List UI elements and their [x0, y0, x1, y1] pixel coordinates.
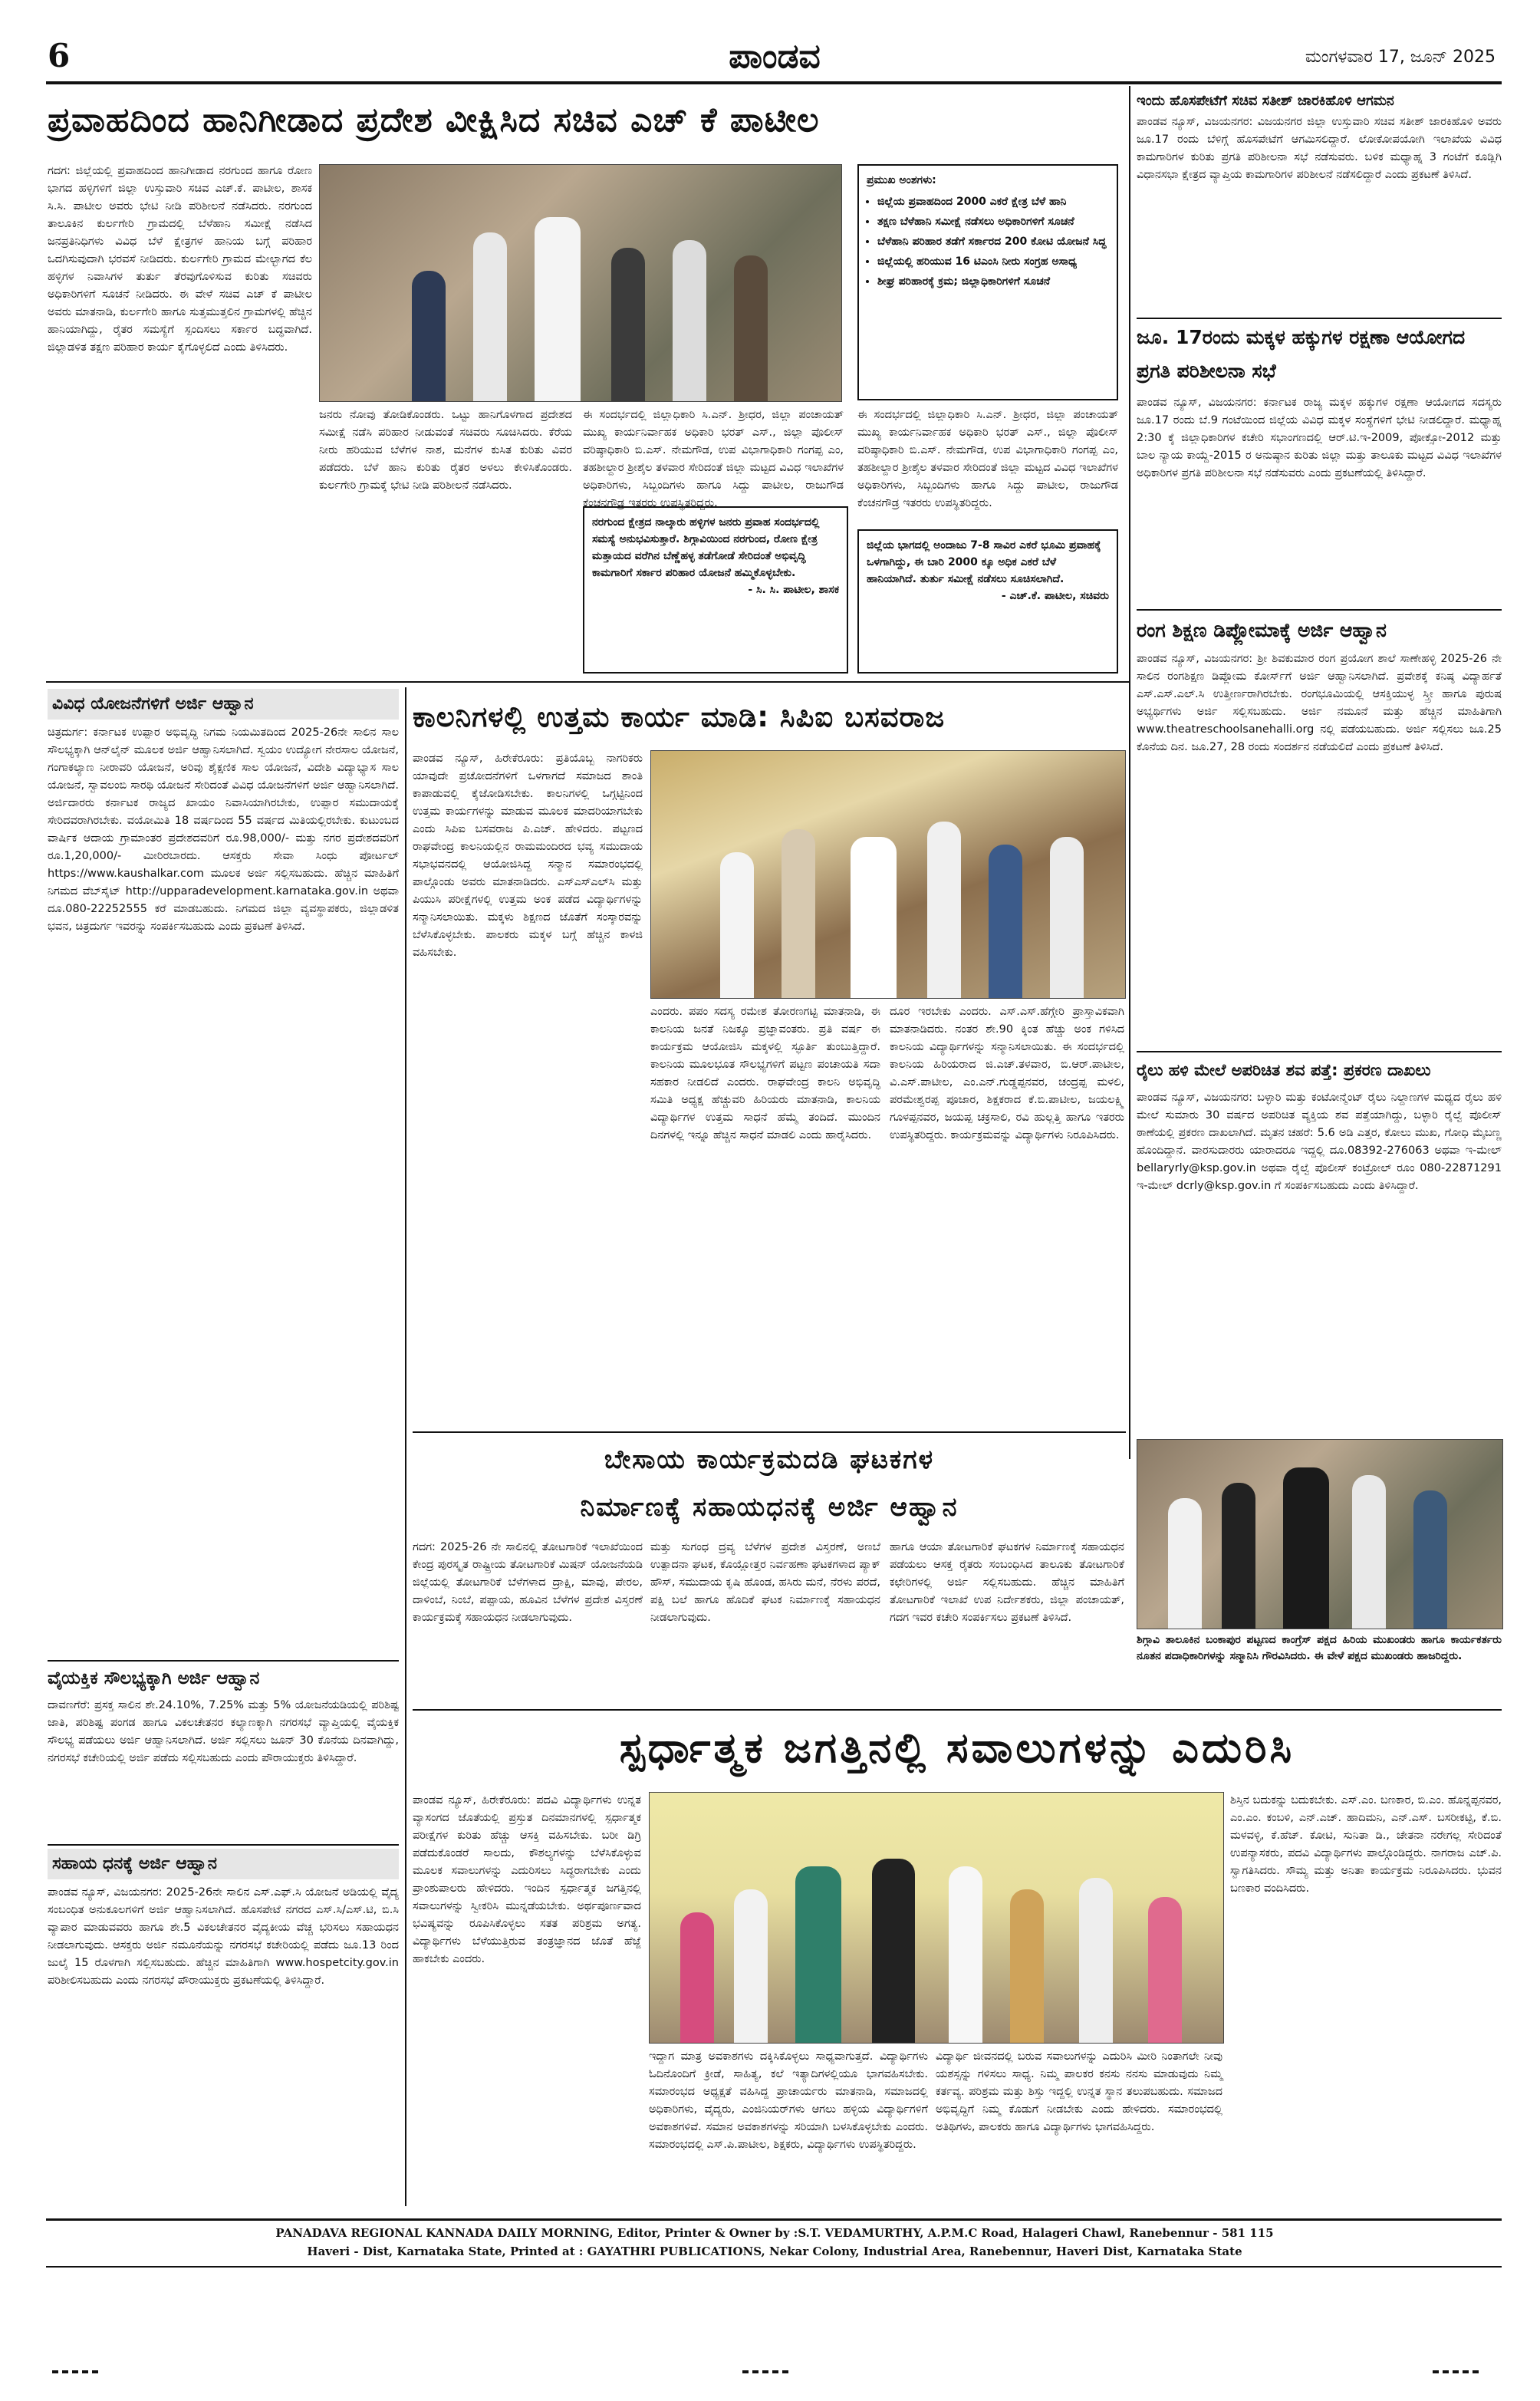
footer-rule: [46, 2266, 1502, 2268]
quote-box-mla: [583, 506, 848, 674]
quote-author: - ಎಚ್.ಕೆ. ಪಾಟೀಲ, ಸಚಿವರು: [1001, 590, 1109, 602]
right-photo: [1137, 1439, 1503, 1629]
satish-headline: ಇಂದು ಹೊಸಪೇಟೆಗೆ ಸಚಿವ ಸತೀಶ್ ಜಾರಕಿಹೊಳಿ ಆಗಮನ: [1137, 93, 1394, 109]
police-col-1: ಪಾಂಡವ ನ್ಯೂಸ್, ಹಿರೇಕೆರೂರು: ಪ್ರತಿಯೊಬ್ಬ ನಾಗರಿಕರು ಯಾವುದೇ ಪ್ರಚೋದನೆಗಳಿಗೆ ಒಳಗಾಗದೆ ಸಮಾಜದ ಶಾಂತಿ ಕಾಪಾಡುವಲ್ಲಿ ಕೈಜೋಡಿಸಬೇಕು. ಕಾಲನಿಗಳಲ್ಲಿ ಒಗ್ಗಟ್ಟಿನಿಂದ ಉತ್ತಮ ಕಾರ್ಯಗಳನ್ನು ಮಾಡುವ ಮೂಲಕ ಮಾದರಿಯಾಗಬೇಕು ಎಂದು ಸಿಪಿಐ ಬಸವರಾಜ ಪಿ.ಎಚ್. ಹೇಳಿದರು. ಪಟ್ಟಣದ ರಾಘವೇಂದ್ರ ಕಾಲನಿಯಲ್ಲಿನ ರಾಮಮಂದಿರದ ಭವ್ಯ ಸಮುದಾಯ ಸಭಾಭವನದಲ್ಲಿ ಆಯೋಜಿಸಿದ್ದ ಸನ್ಮಾನ ಸಮಾರಂಭದಲ್ಲಿ ಪಾಲ್ಗೊಂಡು ಅವರು ಮಾತನಾಡಿದರು. ಎಸ್ಎಸ್ಎಲ್‌ಸಿ ಮತ್ತು ಪಿಯುಸಿ ಪರೀಕ್ಷೆಗಳಲ್ಲಿ ಉತ್ತಮ ಅಂಕ ಪಡೆದ ವಿದ್ಯಾರ್ಥಿಗಳನ್ನು ಸನ್ಮಾನಿಸಲಾಯಿತು. ಮಕ್ಕಳು ಶಿಕ್ಷಣದ ಜೊತೆಗೆ ಸಂಸ್ಕಾರವನ್ನು ಬೆಳೆಸಿಕೊಳ್ಳಬೇಕು. ಪಾಲಕರು ಮಕ್ಕಳ ಬಗ್ಗೆ ಹೆಚ್ಚಿನ ಕಾಳಜಿ ವಹಿಸಬೇಕು.: [413, 753, 643, 959]
police-col-2: ಎಂದರು. ಪಪಂ ಸದಸ್ಯ ರಮೇಶ ತೋರಣಗಟ್ಟಿ ಮಾತನಾಡಿ, ಈ ಕಾಲನಿಯ ಜನತೆ ನಿಜಕ್ಕೂ ಪ್ರಜ್ಞಾವಂತರು. ಪ್ರತಿ ವರ್ಷ ಈ ಕಾರ್ಯಕ್ರಮ ಆಯೋಜಿಸಿ ಮಕ್ಕಳಲ್ಲಿ ಸ್ಫೂರ್ತಿ ತುಂಬುತ್ತಿದ್ದಾರೆ. ಕಾಲನಿಯ ಮೂಲಭೂತ ಸೌಲಭ್ಯಗಳಿಗೆ ಪಟ್ಟಣ ಪಂಚಾಯತಿ ಸದಾ ಸಹಕಾರ ನೀಡಲಿದೆ ಎಂದರು. ರಾಘವೇಂದ್ರ ಕಾಲನಿ ಅಭಿವೃದ್ಧಿ ಸಮಿತಿ ಅಧ್ಯಕ್ಷ ಹೆಚ್ಚುವರಿ ಹಿರಿಯರು ಮಾತನಾಡಿ, ಕಾಲನಿಯ ವಿದ್ಯಾರ್ಥಿಗಳ ಉತ್ತಮ ಸಾಧನೆ ಹೆಮ್ಮೆ ತಂದಿದೆ. ಮುಂದಿನ ದಿನಗಳಲ್ಲಿ ಇನ್ನೂ ಹೆಚ್ಚಿನ ಸಾಧನೆ ಮಾಡಲಿ ಎಂದು ಹಾರೈಸಿದರು.: [650, 1006, 880, 1141]
horticulture-col-3: ಹಾಗೂ ಆಯಾ ತೋಟಗಾರಿಕೆ ಘಟಕಗಳ ನಿರ್ಮಾಣಕ್ಕೆ ಸಹಾಯಧನ ಪಡೆಯಲು ಆಸಕ್ತ ರೈತರು ಸಂಬಂಧಿಸಿದ ತಾಲೂಕು ತೋಟಗಾರಿಕೆ ಕಛೇರಿಗಳಲ್ಲಿ ಅರ್ಜಿ ಸಲ್ಲಿಸಬಹುದು. ಹೆಚ್ಚಿನ ಮಾಹಿತಿಗೆ ತೋಟಗಾರಿಕೆ ಇಲಾಖೆ ಉಪ ನಿರ್ದೇಶಕರು, ಜಿಲ್ಲಾ ಪಂಚಾಯತ್, ಗದಗ ಇವರ ಕಚೇರಿ ಸಂಪರ್ಕಿಸಲು ಪ್ರಕಟಣೆ ತಿಳಿಸಿದೆ.: [890, 1541, 1124, 1624]
divider: [405, 687, 406, 2206]
lead-col-4: ಈ ಸಂದರ್ಭದಲ್ಲಿ ಜಿಲ್ಲಾಧಿಕಾರಿ ಸಿ.ಎನ್. ಶ್ರೀಧರ, ಜಿಲ್ಲಾ ಪಂಚಾಯತ್ ಮುಖ್ಯ ಕಾರ್ಯನಿರ್ವಾಹಕ ಅಧಿಕಾರಿ ಭರತ್ ಎಸ್., ಜಿಲ್ಲಾ ಪೊಲೀಸ್ ವರಿಷ್ಠಾಧಿಕಾರಿ ಬಿ.ಎಸ್. ನೇಮಗೌಡ, ಉಪ ವಿಭಾಗಾಧಿಕಾರಿ ಗಂಗಪ್ಪ ಎಂ, ತಹಶೀಲ್ದಾರ ಶ್ರೀಶೈಲ ತಳವಾರ ಸೇರಿದಂತೆ ಜಿಲ್ಲಾ ಮಟ್ಟದ ವಿವಿಧ ಇಲಾಖೆಗಳ ಅಧಿಕಾರಿಗಳು, ಸಿಬ್ಬಂದಿಗಳು ಹಾಗೂ ಸಿದ್ದು ಪಾಟೀಲ, ರಾಜುಗೌಡ ಕೆಂಚನಗೌಡ್ರ ಇತರರು ಉಪಸ್ಥಿತರಿದ್ದರು.: [857, 409, 1118, 509]
highlights-title: ಪ್ರಮುಖ ಅಂಶಗಳು:: [867, 174, 936, 186]
help-body: ಪಾಂಡವ ನ್ಯೂಸ್, ವಿಜಯನಗರ: 2025-26ನೇ ಸಾಲಿನ ಎಸ್.ಎಫ್.ಸಿ ಯೋಜನೆ ಅಡಿಯಲ್ಲಿ ವೈದ್ಯ ಸಂಬಂಧಿತ ಅನುಕೂಲಗಳಿಗೆ ಅರ್ಜಿ ಆಹ್ವಾನಿಸಲಾಗಿದೆ. ಹೊಸಪೇಟೆ ನಗರದ ಎಸ್.ಸಿ/ಎಸ್.ಟಿ, ಬಿ.ಸಿ ವ್ಯಾಪಾರ ಮಾಡುವವರು ಹಾಗೂ ಶೇ.5 ವಿಕಲಚೇತನರ ವೈದ್ಯಕೀಯ ವೆಚ್ಚ ಭರಿಸಲು ಸಹಾಯಧನ ನೀಡಲಾಗುವುದು. ಆಸಕ್ತರು ಅರ್ಜಿ ನಮೂನೆಯನ್ನು ನಗರಸಭೆ ಕಚೇರಿಯಲ್ಲಿ ಪಡೆದು ಜೂ.13 ರಿಂದ ಜುಲೈ 15 ರೊಳಗಾಗಿ ಸಲ್ಲಿಸಬಹುದು. ಹೆಚ್ಚಿನ ಮಾಹಿತಿಗಾಗಿ www.hospetcity.gov.in ಪರಿಶೀಲಿಸಬಹುದು ಎಂದು ನಗರಸಭೆ ಪೌರಾಯುಕ್ತರು ಪ್ರಕಟಣೆಯಲ್ಲಿ ತಿಳಿಸಿದ್ದಾರೆ.: [48, 1886, 399, 1987]
compete-photo: [649, 1792, 1224, 2044]
quote-author: - ಸಿ. ಸಿ. ಪಾಟೀಲ, ಶಾಸಕ: [748, 584, 839, 596]
divider: [1137, 318, 1502, 319]
lead-col-2: ಜನರು ನೋವು ತೋಡಿಕೊಂಡರು. ಒಟ್ಟು ಹಾನಿಗೊಳಗಾದ ಪ್ರದೇಶದ ಸಮೀಕ್ಷೆ ನಡೆಸಿ ಪರಿಹಾರ ನೀಡುವಂತೆ ಸಚಿವರು ಸೂಚಿಸಿದರು. ಕೆರೆಯ ನೀರು ಹರಿಯುವ ಬೆಳೆಗಳ ನಾಶ, ಮನೆಗಳ ಕುಸಿತ ಕುರಿತು ವಿವರ ಪಡೆದರು. ಬೆಳೆ ಹಾನಿ ಕುರಿತು ರೈತರ ಅಳಲು ಕೇಳಿಸಿಕೊಂಡರು. ಕುರ್ಲಗೇರಿ ಗ್ರಾಮಕ್ಕೆ ಭೇಟಿ ನೀಡಿ ಪರಿಶೀಲನೆ ನಡೆಸಿದರು.: [319, 409, 572, 492]
lead-headline: ಪ್ರವಾಹದಿಂದ ಹಾನಿಗೀಡಾದ ಪ್ರದೇಶ ವೀಕ್ಷಿಸಿದ ಸಚಿವ ಎಚ್ ಕೆ ಪಾಟೀಲ: [48, 100, 820, 140]
police-col-3: ದೂರ ಇರಬೇಕು ಎಂದರು. ಎಸ್.ಎಸ್.ಹೆಗ್ಗೇರಿ ಪ್ರಾಸ್ತಾವಿಕವಾಗಿ ಮಾತನಾಡಿದರು. ನಂತರ ಶೇ.90 ಕ್ಕಿಂತ ಹೆಚ್ಚು ಅಂಕ ಗಳಿಸಿದ ಕಾಲನಿಯ ವಿದ್ಯಾರ್ಥಿಗಳನ್ನು ಸನ್ಮಾನಿಸಲಾಯಿತು. ಈ ಸಂದರ್ಭದಲ್ಲಿ ಕಾಲನಿಯ ಹಿರಿಯರಾದ ಜಿ.ಎಚ್.ತಳವಾರ, ಬಿ.ಆರ್.ಪಾಟೀಲ, ವಿ.ಎಸ್.ಪಾಟೀಲ, ಎಂ.ಎನ್.ಗುಡ್ಡಪ್ಪನವರ, ಚಂದ್ರಪ್ಪ ಮಳಲಿ, ಪರಮೇಶ್ವರಪ್ಪ ಪೂಜಾರ, ಶಿಕ್ಷಕರಾದ ಕೆ.ಬಿ.ಪಾಟೀಲ, ಜಯಲಕ್ಷ್ಮಿ ಗೂಳಪ್ಪನವರ, ಜಯಪ್ಪ ಚಕ್ರಸಾಲಿ, ರವಿ ಹುಲ್ಲತ್ತಿ ಹಾಗೂ ಇತರರು ಉಪಸ್ಥಿತರಿದ್ದರು. ಕಾರ್ಯಕ್ರಮವನ್ನು ವಿದ್ಯಾರ್ಥಿಗಳು ನಿರೂಪಿಸಿದರು.: [890, 1006, 1124, 1141]
police-headline: ಕಾಲನಿಗಳಲ್ಲಿ ಉತ್ತಮ ಕಾರ್ಯ ಮಾಡಿ: ಸಿಪಿಐ ಬಸವರಾಜ: [413, 700, 946, 733]
horticulture-col-1: ಗದಗ: 2025-26 ನೇ ಸಾಲಿನಲ್ಲಿ ತೋಟಗಾರಿಕೆ ಇಲಾಖೆಯಿಂದ ಕೇಂದ್ರ ಪುರಸ್ಕೃತ ರಾಷ್ಟ್ರೀಯ ತೋಟಗಾರಿಕೆ ಮಿಷನ್ ಯೋಜನೆಯಡಿ ಜಿಲ್ಲೆಯಲ್ಲಿ ತೋಟಗಾರಿಕೆ ಬೆಳೆಗಳಾದ ದ್ರಾಕ್ಷಿ, ಮಾವು, ಪೇರಲ, ದಾಳಿಂಬೆ, ನಿಂಬೆ, ಪಪ್ಪಾಯ, ಹೂವಿನ ಬೆಳೆಗಳ ಪ್ರದೇಶ ವಿಸ್ತರಣೆ ಕಾರ್ಯಕ್ರಮಕ್ಕೆ ಸಹಾಯಧನ ನೀಡಲಾಗುವುದು.: [413, 1541, 643, 1624]
compete-col-4: ಶಿಸ್ತಿನ ಬದುಕನ್ನು ಬದುಕಬೇಕು. ಎಸ್.ಎಂ. ಬಣಕಾರ, ಬಿ.ಎಂ. ಹೊನ್ನಪ್ಪನವರ, ಎಂ.ಎಂ. ಕಂಬಳಿ, ಎನ್.ಎಚ್. ಹಾದಿಮನಿ, ಎನ್.ಎಸ್. ಬಸರೀಕಟ್ಟಿ, ಕೆ.ಬಿ. ಮಳವಳ್ಳಿ, ಕೆ.ಹೆಚ್. ಕೋಟಿ, ಸುನಿತಾ ಡಿ., ಚೇತನಾ ನರೇಗಲ್ಲ ಸೇರಿದಂತೆ ಉಪನ್ಯಾಸಕರು, ಪದವಿ ವಿದ್ಯಾರ್ಥಿಗಳು ಪಾಲ್ಗೊಂಡಿದ್ದರು. ನಾಗರಾಜ ಎಚ್.ಪಿ. ಸ್ವಾಗತಿಸಿದರು. ಸೌಮ್ಯ ಮತ್ತು ಅನಿತಾ ಕಾರ್ಯಕ್ರಮ ನಿರೂಪಿಸಿದರು. ಭುವನ ಬಣಕಾರ ವಂದಿಸಿದರು.: [1230, 1794, 1502, 1895]
right-photo-caption: ಶಿಗ್ಗಾವಿ ತಾಲೂಕಿನ ಬಂಕಾಪುರ ಪಟ್ಟಣದ ಕಾಂಗ್ರೆಸ್ ಪಕ್ಷದ ಹಿರಿಯ ಮುಖಂಡರು ಹಾಗೂ ಕಾರ್ಯಕರ್ತರು ನೂತನ ಪದಾಧಿಕಾರಿಗಳನ್ನು ಸನ್ಮಾನಿಸಿ ಗೌರವಿಸಿದರು. ಈ ವೇಳೆ ಪಕ್ಷದ ಮುಖಂಡರು ಹಾಜರಿದ್ದರು.: [1137, 1634, 1502, 1662]
divider: [48, 1660, 399, 1662]
highlight-item: • ಬೆಳೆಹಾನಿ ಪರಿಹಾರ ತಡೆಗೆ ಸರ್ಕಾರದ 200 ಕೋಟಿ ಯೋಜನೆ ಸಿದ್ಧ: [877, 233, 1109, 250]
highlight-item: • ಜಿಲ್ಲೆಯ ಪ್ರವಾಹದಿಂದ 2000 ಎಕರೆ ಕ್ಷೇತ್ರ ಬೆಳೆ ಹಾನಿ: [877, 193, 1109, 210]
horticulture-col-2: ಮತ್ತು ಸುಗಂಧ ದ್ರವ್ಯ ಬೆಳೆಗಳ ಪ್ರದೇಶ ವಿಸ್ತರಣೆ, ಅಣಬೆ ಉತ್ಪಾದನಾ ಘಟಕ, ಕೊಯ್ಲೋತ್ತರ ನಿರ್ವಹಣಾ ಘಟಕಗಳಾದ ಪ್ಯಾಕ್ ಹೌಸ್, ಸಮುದಾಯ ಕೃಷಿ ಹೊಂಡ, ಹಸಿರು ಮನೆ, ನೆರಳು ಪರದೆ, ಪಕ್ಷಿ ಬಲೆ ಹಾಗೂ ಹೊದಿಕೆ ಘಟಕ ನಿರ್ಮಾಣಕ್ಕೆ ಸಹಾಯಧನ ನೀಡಲಾಗುವುದು.: [650, 1541, 880, 1624]
police-photo: [650, 750, 1126, 999]
medical-headline: ವೈಯಕ್ತಿಕ ಸೌಲಭ್ಯಕ್ಕಾಗಿ ಅರ್ಜಿ ಆಹ್ವಾನ: [48, 1668, 260, 1688]
horticulture-headline-2: ನಿರ್ಮಾಣಕ್ಕೆ ಸಹಾಯಧನಕ್ಕೆ ಅರ್ಜಿ ಆಹ್ವಾನ: [580, 1492, 959, 1523]
highlight-item: • ಜಿಲ್ಲೆಯಲ್ಲಿ ಹರಿಯುವ 16 ಟಿಎಂಸಿ ನೀರು ಸಂಗ್ರಹ ಅಸಾಧ್ಯ: [877, 253, 1109, 270]
highlight-item: • ತಕ್ಷಣ ಬೆಳೆಹಾನಿ ಸಮೀಕ್ಷೆ ನಡೆಸಲು ಅಧಿಕಾರಿಗಳಿಗೆ ಸೂಚನೆ: [877, 213, 1109, 230]
lead-col-1: ಗದಗ: ಜಿಲ್ಲೆಯಲ್ಲಿ ಪ್ರವಾಹದಿಂದ ಹಾನಿಗೀಡಾದ ನರಗುಂದ ಹಾಗೂ ರೋಣ ಭಾಗದ ಹಳ್ಳಿಗಳಿಗೆ ಜಿಲ್ಲಾ ಉಸ್ತುವಾರಿ ಸಚಿವ ಎಚ್.ಕೆ. ಪಾಟೀಲ, ಶಾಸಕ ಸಿ.ಸಿ. ಪಾಟೀಲ ಅವರು ಭೇಟಿ ನೀಡಿ ಪರಿಶೀಲನೆ ನಡೆಸಿದರು. ನರಗುಂದ ತಾಲೂಕಿನ ಕುರ್ಲಗೇರಿ ಗ್ರಾಮದಲ್ಲಿ ಬೆಳೆಹಾನಿ ಸಮೀಕ್ಷೆ ನಡೆಸಿದ ಜನಪ್ರತಿನಿಧಿಗಳು ವಿವಿಧ ಬೆಳೆ ಕ್ಷೇತ್ರಗಳ ಹಾನಿಯ ಬಗ್ಗೆ ಪರಿಹಾರ ಒದಗಿಸುವುದಾಗಿ ಭರವಸೆ ನೀಡಿದರು. ಕುರ್ಲಗೇರಿ ಗ್ರಾಮದ ಮೇಲ್ಭಾಗದ ಕೆಲ ಹಳ್ಳಿಗಳ ನಿವಾಸಿಗಳ ತುರ್ತು ತೆರವುಗೊಳಿಸುವ ಕುರಿತು ಸಚಿವರು ಅಧಿಕಾರಿಗಳಿಗೆ ಸೂಚನೆ ನೀಡಿದರು. ಈ ವೇಳೆ ಸಚಿವ ಎಚ್ ಕೆ ಪಾಟೀಲ ಅವರು ಮಾತನಾಡಿ, ಕುರ್ಲಗೇರಿ ಹಾಗೂ ಸುತ್ತಮುತ್ತಲಿನ ಗ್ರಾಮಗಳಲ್ಲಿ ಹೆಚ್ಚಿನ ಹಾನಿಯಾಗಿದ್ದು, ರೈತರ ಸಮಸ್ಯೆಗೆ ಸ್ಪಂದಿಸಲು ಸರ್ಕಾರ ಬದ್ಧವಾಗಿದೆ. ಜಿಲ್ಲಾಡಳಿತ ತಕ್ಷಣ ಪರಿಹಾರ ಕಾರ್ಯ ಕೈಗೊಳ್ಳಲಿದೆ ಎಂದು ತಿಳಿಸಿದರು.: [48, 165, 312, 354]
theatre-headline: ರಂಗ ಶಿಕ್ಷಣ ಡಿಪ್ಲೋಮಾಕ್ಕೆ ಅರ್ಜಿ ಆಹ್ವಾನ: [1137, 619, 1387, 641]
divider: [46, 681, 1129, 683]
divider: [48, 1844, 399, 1846]
registration-mark: [742, 2370, 788, 2373]
satish-body: ಪಾಂಡವ ನ್ಯೂಸ್, ವಿಜಯನಗರ: ವಿಜಯನಗರ ಜಿಲ್ಲಾ ಉಸ್ತುವಾರಿ ಸಚಿವ ಸತೀಶ್ ಜಾರಕಿಹೊಳಿ ಅವರು ಜೂ.17 ರಂದು ಬೆಳಿಗ್ಗೆ ಹೊಸಪೇಟೆಗೆ ಆಗಮಿಸಲಿದ್ದಾರೆ. ಲೋಕೋಪಯೋಗಿ ಇಲಾಖೆಯ ವಿವಿಧ ಕಾಮಗಾರಿಗಳ ಕುರಿತು ಪ್ರಗತಿ ಪರಿಶೀಲನಾ ಸಭೆ ನಡೆಸುವರು. ಬಳಿಕ ಮಧ್ಯಾಹ್ನ 3 ಗಂಟೆಗೆ ಕೂಡ್ಲಿಗಿ ವಿಧಾನಸಭಾ ಕ್ಷೇತ್ರದ ವ್ಯಾಪ್ತಿಯ ಕಾಮಗಾರಿಗಳ ಪರಿಶೀಲನೆ ನಡೆಸಲಿದ್ದಾರೆ ಎಂದು ಪ್ರಕಟಣೆ ತಿಳಿಸಿದೆ.: [1137, 116, 1502, 181]
divider: [1137, 609, 1502, 611]
divider: [413, 1431, 1126, 1433]
footer-line-2: Haveri - Dist, Karnataka State, Printed at : GAYATHRI PUBLICATIONS, Nekar Colony, Industrial Area, Ranebennur, Haveri Dist, Karnataka State: [307, 2245, 1242, 2258]
quote-box-minister: [857, 529, 1118, 674]
footer-rule: [46, 2218, 1502, 2221]
compete-headline: ಸ್ಪರ್ಧಾತ್ಮಕ ಜಗತ್ತಿನಲ್ಲಿ ಸವಾಲುಗಳನ್ನು ಎದುರಿಸಿ: [619, 1724, 1295, 1772]
medical-body: ದಾವಣಗೆರೆ: ಪ್ರಸಕ್ತ ಸಾಲಿನ ಶೇ.24.10%, 7.25% ಮತ್ತು 5% ಯೋಜನೆಯಡಿಯಲ್ಲಿ ಪರಿಶಿಷ್ಟ ಜಾತಿ, ಪರಿಶಿಷ್ಟ ಪಂಗಡ ಹಾಗೂ ವಿಕಲಚೇತನರ ಕಲ್ಯಾಣಕ್ಕಾಗಿ ನಗರಸಭೆ ವ್ಯಾಪ್ತಿಯಲ್ಲಿ ವೈಯಕ್ತಿಕ ಸೌಲಭ್ಯ ಪಡೆಯಲು ಅರ್ಜಿ ಆಹ್ವಾನಿಸಲಾಗಿದೆ. ಅರ್ಜಿ ಸಲ್ಲಿಸಲು ಜೂನ್ 30 ಕೊನೆಯ ದಿನವಾಗಿದ್ದು, ನಗರಸಭೆ ಕಚೇರಿಯಲ್ಲಿ ಅರ್ಜಿ ಪಡೆದು ಸಲ್ಲಿಸಬಹುದು ಎಂದು ಪೌರಾಯುಕ್ತರು ತಿಳಿಸಿದ್ದಾರೆ.: [48, 1699, 399, 1764]
lead-photo: [319, 164, 842, 402]
children-body: ಪಾಂಡವ ನ್ಯೂಸ್, ವಿಜಯನಗರ: ಕರ್ನಾಟಕ ರಾಜ್ಯ ಮಕ್ಕಳ ಹಕ್ಕುಗಳ ರಕ್ಷಣಾ ಆಯೋಗದ ಸದಸ್ಯರು ಜೂ.17 ರಂದು ಬೆ.9 ಗಂಟೆಯಿಂದ ಜಿಲ್ಲೆಯ ವಿವಿಧ ಮಕ್ಕಳ ಸಂಸ್ಥೆಗಳಿಗೆ ಭೇಟಿ ನೀಡಲಿದ್ದಾರೆ. ಮಧ್ಯಾಹ್ನ 2:30 ಕ್ಕೆ ಜಿಲ್ಲಾಧಿಕಾರಿಗಳ ಕಚೇರಿ ಸಭಾಂಗಣದಲ್ಲಿ ಆರ್.ಟಿ.ಇ-2009, ಪೋಕ್ಸೋ-2012 ಮತ್ತು ಬಾಲ ನ್ಯಾಯ ಕಾಯ್ದೆ-2015 ರ ಅನುಷ್ಠಾನ ಕುರಿತು ಜಿಲ್ಲಾ ಮತ್ತು ತಾಲೂಕು ಮಟ್ಟದ ವಿವಿಧ ಇಲಾಖೆಗಳ ಅಧಿಕಾರಿಗಳ ಪ್ರಗತಿ ಪರಿಶೀಲನಾ ಸಭೆ ನಡೆಸುವರು ಎಂದು ಪ್ರಕಟಣೆಯಲ್ಲಿ ತಿಳಿಸಿದ್ದಾರೆ.: [1137, 397, 1502, 479]
quote-text: ನರಗುಂದ ಕ್ಷೇತ್ರದ ನಾಲ್ಕಾರು ಹಳ್ಳಿಗಳ ಜನರು ಪ್ರವಾಹ ಸಂದರ್ಭದಲ್ಲಿ ಸಮಸ್ಯೆ ಅನುಭವಿಸುತ್ತಾರೆ. ಶಿಗ್ಗಾವಿಯಿಂದ ನರಗುಂದ, ರೋಣ ಕ್ಷೇತ್ರ ಮತ್ತಾಯದ ವರೆಗಿನ ಬೆಣ್ಣೆಹಳ್ಳ ತಡೆಗೋಡೆ ಸೇರಿದಂತೆ ಅಭಿವೃದ್ಧಿ ಕಾಮಗಾರಿಗೆ ಸರ್ಕಾರ ಪರಿಹಾರ ಯೋಜನೆ ಹಮ್ಮಿಕೊಳ್ಳಬೇಕು.: [592, 516, 820, 579]
issue-date: ಮಂಗಳವಾರ 17, ಜೂನ್ 2025: [1305, 48, 1496, 67]
page-number: 6: [48, 37, 71, 74]
quote-text: ಜಿಲ್ಲೆಯ ಭಾಗದಲ್ಲಿ ಅಂದಾಜು 7-8 ಸಾವಿರ ಎಕರೆ ಭೂಮಿ ಪ್ರವಾಹಕ್ಕೆ ಒಳಗಾಗಿದ್ದು, ಈ ಬಾರಿ 2000 ಕ್ಕೂ ಅಧಿಕ ಎಕರೆ ಬೆಳೆ ಹಾನಿಯಾಗಿದೆ. ತುರ್ತು ಸಮೀಕ್ಷೆ ನಡೆಸಲು ಸೂಚಿಸಲಾಗಿದೆ.: [867, 539, 1101, 585]
horticulture-headline-1: ಬೇಸಾಯ ಕಾರ್ಯಕ್ರಮದಡಿ ಘಟಕಗಳ: [604, 1444, 935, 1475]
highlight-item: • ಶೀಘ್ರ ಪರಿಹಾರಕ್ಕೆ ಕ್ರಮ; ಜಿಲ್ಲಾಧಿಕಾರಿಗಳಿಗೆ ಸೂಚನೆ: [877, 273, 1109, 290]
footer-line-1: PANADAVA REGIONAL KANNADA DAILY MORNING, Editor, Printer & Owner by :S.T. VEDAMURTHY, A.P.M.C Road, Halageri Chawl, Ranebennur - 581 115: [275, 2226, 1274, 2240]
divider: [413, 1709, 1502, 1711]
rail-headline: ರೈಲು ಹಳಿ ಮೇಲೆ ಅಪರಿಚಿತ ಶವ ಪತ್ತೆ: ಪ್ರಕರಣ ದಾಖಲು: [1137, 1061, 1431, 1079]
schemes-headline: ವಿವಿಧ ಯೋಜನೆಗಳಿಗೆ ಅರ್ಜಿ ಆಹ್ವಾನ: [48, 689, 399, 720]
paper-name: ಪಾಂಡವ: [729, 37, 821, 76]
compete-col-3: ವಿದ್ಯಾರ್ಥಿ ಜೀವನದಲ್ಲಿ ಬರುವ ಸವಾಲುಗಳನ್ನು ಎದುರಿಸಿ ಮೀರಿ ನಿಂತಾಗಲೇ ನೀವು ಯಶಸ್ಸನ್ನು ಗಳಿಸಲು ಸಾಧ್ಯ. ನಿಮ್ಮ ಪಾಲಕರ ಕನಸು ನನಸು ಮಾಡುವುದು ನಿಮ್ಮ ಕರ್ತವ್ಯ. ಪರಿಶ್ರಮ ಮತ್ತು ಶಿಸ್ತು ಇದ್ದಲ್ಲಿ ಉನ್ನತ ಸ್ಥಾನ ತಲುಪಬಹುದು. ಸಮಾಜದ ಅಭಿವೃದ್ಧಿಗೆ ನಿಮ್ಮ ಕೊಡುಗೆ ನೀಡಬೇಕು ಎಂದು ಹೇಳಿದರು. ಸಮಾರಂಭದಲ್ಲಿ ಅತಿಥಿಗಳು, ಪಾಲಕರು ಹಾಗೂ ವಿದ್ಯಾರ್ಥಿಗಳು ಭಾಗವಹಿಸಿದ್ದರು.: [936, 2050, 1222, 2133]
registration-mark: [1433, 2370, 1479, 2373]
masthead-rule: [46, 81, 1502, 84]
compete-col-1: ಪಾಂಡವ ನ್ಯೂಸ್, ಹಿರೇಕೆರೂರು: ಪದವಿ ವಿದ್ಯಾರ್ಥಿಗಳು ಉನ್ನತ ವ್ಯಾಸಂಗದ ಜೊತೆಯಲ್ಲಿ ಪ್ರಸ್ತುತ ದಿನಮಾನಗಳಲ್ಲಿ ಸ್ಪರ್ಧಾತ್ಮಕ ಪರೀಕ್ಷೆಗಳ ಕುರಿತು ಹೆಚ್ಚು ಆಸಕ್ತಿ ವಹಿಸಬೇಕು. ಬರೀ ಡಿಗ್ರಿ ಪಡೆದುಕೊಂಡರೆ ಸಾಲದು, ಕೌಶಲ್ಯಗಳನ್ನು ಬೆಳೆಸಿಕೊಳ್ಳುವ ಮೂಲಕ ಸವಾಲುಗಳನ್ನು ಎದುರಿಸಲು ಸಿದ್ಧರಾಗಬೇಕು ಎಂದು ಪ್ರಾಂಶುಪಾಲರು ಹೇಳಿದರು. ಇಂದಿನ ಸ್ಪರ್ಧಾತ್ಮಕ ಜಗತ್ತಿನಲ್ಲಿ ಸವಾಲುಗಳನ್ನು ಸ್ವೀಕರಿಸಿ ಮುನ್ನಡೆಯಬೇಕು. ಅರ್ಥಪೂರ್ಣವಾದ ಭವಿಷ್ಯವನ್ನು ರೂಪಿಸಿಕೊಳ್ಳಲು ಸತತ ಪರಿಶ್ರಮ ಅಗತ್ಯ. ವಿದ್ಯಾರ್ಥಿಗಳು ಬೆಳೆಯುತ್ತಿರುವ ತಂತ್ರಜ್ಞಾನದ ಜೊತೆ ಹೆಜ್ಜೆ ಹಾಕಬೇಕು ಎಂದರು.: [413, 1794, 641, 1965]
registration-mark: [52, 2370, 98, 2373]
divider: [1137, 1051, 1502, 1052]
schemes-body: ಚಿತ್ರದುರ್ಗ: ಕರ್ನಾಟಕ ಉಪ್ಪಾರ ಅಭಿವೃದ್ಧಿ ನಿಗಮ ನಿಯಮಿತದಿಂದ 2025-26ನೇ ಸಾಲಿನ ಸಾಲ ಸೌಲಭ್ಯಕ್ಕಾಗಿ ಆನ್‌ಲೈನ್ ಮೂಲಕ ಅರ್ಜಿ ಆಹ್ವಾನಿಸಲಾಗಿದೆ. ಸ್ವಯಂ ಉದ್ಯೋಗ ನೇರಸಾಲ ಯೋಜನೆ, ಗಂಗಾಕಲ್ಯಾಣ ನೀರಾವರಿ ಯೋಜನೆ, ಅರಿವು ಶೈಕ್ಷಣಿಕ ಸಾಲ ಯೋಜನೆ, ವಿದೇಶಿ ವಿದ್ಯಾಭ್ಯಾಸ ಸಾಲ ಯೋಜನೆ, ಸ್ವಾವಲಂಬಿ ಸಾರಥಿ ಯೋಜನೆ ಸೇರಿದಂತೆ ವಿವಿಧ ಯೋಜನೆಗಳಿಗೆ ಅರ್ಜಿ ಆಹ್ವಾನಿಸಲಾಗಿದೆ. ಅರ್ಜಿದಾರರು ಕರ್ನಾಟಕ ರಾಜ್ಯದ ಖಾಯಂ ನಿವಾಸಿಯಾಗಿರಬೇಕು, ಉಪ್ಪಾರ ಸಮುದಾಯಕ್ಕೆ ಸೇರಿದವರಾಗಿರಬೇಕು. ವಯೋಮಿತಿ 18 ವರ್ಷದಿಂದ 55 ವರ್ಷದ ಮಿತಿಯಲ್ಲಿರಬೇಕು. ಕುಟುಂಬದ ವಾರ್ಷಿಕ ಆದಾಯ ಗ್ರಾಮಾಂತರ ಪ್ರದೇಶದವರಿಗೆ ರೂ.98,000/- ಮತ್ತು ನಗರ ಪ್ರದೇಶದವರಿಗೆ ರೂ.1,20,000/- ಮೀರಿರಬಾರದು. ಆಸಕ್ತರು ಸೇವಾ ಸಿಂಧು ಪೋರ್ಟಲ್ https://www.kaushalkar.com ಮೂಲಕ ಅರ್ಜಿ ಸಲ್ಲಿಸಬಹುದು. ಹೆಚ್ಚಿನ ಮಾಹಿತಿಗೆ ನಿಗಮದ ವೆಬ್‌ಸೈಟ್ http://upparadevelopment.karnataka.gov.in ಅಥವಾ ದೂ.080-22252555 ಕರೆ ಮಾಡಬಹುದು. ನಿಗಮದ ಜಿಲ್ಲಾ ವ್ಯವಸ್ಥಾಪಕರು, ಜಿಲ್ಲಾಡಳಿತ ಭವನ, ಚಿತ್ರದುರ್ಗ ಇವರನ್ನು ಸಂಪರ್ಕಿಸಬಹುದು ಎಂದು ಪ್ರಕಟಣೆ ತಿಳಿಸಿದೆ.: [48, 726, 399, 933]
help-headline: ಸಹಾಯ ಧನಕ್ಕೆ ಅರ್ಜಿ ಆಹ್ವಾನ: [48, 1849, 399, 1879]
children-headline: ಜೂ. 17ರಂದು ಮಕ್ಕಳ ಹಕ್ಕುಗಳ ರಕ್ಷಣಾ ಆಯೋಗದ ಪ್ರಗತಿ ಪರಿಶೀಲನಾ ಸಭೆ: [1137, 326, 1466, 382]
theatre-body: ಪಾಂಡವ ನ್ಯೂಸ್, ವಿಜಯನಗರ: ಶ್ರೀ ಶಿವಕುಮಾರ ರಂಗ ಪ್ರಯೋಗ ಶಾಲೆ ಸಾಣೇಹಳ್ಳಿ 2025-26 ನೇ ಸಾಲಿನ ರಂಗಶಿಕ್ಷಣ ಡಿಪ್ಲೋಮ ಕೋರ್ಸ್‌ಗೆ ಅರ್ಜಿ ಆಹ್ವಾನಿಸಲಾಗಿದೆ. ಪ್ರವೇಶಕ್ಕೆ ಕನಿಷ್ಠ ವಿದ್ಯಾರ್ಹತೆ ಎಸ್.ಎಸ್.ಎಲ್.ಸಿ ಉತ್ತೀರ್ಣರಾಗಿರಬೇಕು. ರಂಗಭೂಮಿಯಲ್ಲಿ ಆಸಕ್ತಿಯುಳ್ಳ ಸ್ತ್ರೀ ಹಾಗೂ ಪುರುಷ ಅಭ್ಯರ್ಥಿಗಳು ಅರ್ಜಿ ಸಲ್ಲಿಸಬಹುದು. ಅರ್ಜಿ ನಮೂನೆ ಮತ್ತು ಹೆಚ್ಚಿನ ಮಾಹಿತಿಗಾಗಿ www.theatreschoolsanehalli.org ನಲ್ಲಿ ಪಡೆಯಬಹುದು. ಅರ್ಜಿ ಸಲ್ಲಿಸಲು ಜೂ.25 ಕೊನೆಯ ದಿನ. ಜೂ.27, 28 ರಂದು ಸಂದರ್ಶನ ನಡೆಯಲಿದೆ ಎಂದು ಪ್ರಕಟಣೆ ತಿಳಿಸಿದೆ.: [1137, 653, 1502, 753]
lead-highlights-box: [857, 164, 1118, 400]
compete-col-2: ಇದ್ದಾಗ ಮಾತ್ರ ಅವಕಾಶಗಳು ದಕ್ಕಿಸಿಕೊಳ್ಳಲು ಸಾಧ್ಯವಾಗುತ್ತದೆ. ವಿದ್ಯಾರ್ಥಿಗಳು ಓದಿನೊಂದಿಗೆ ಕ್ರೀಡೆ, ಸಾಹಿತ್ಯ, ಕಲೆ ಇತ್ಯಾದಿಗಳಲ್ಲಿಯೂ ಭಾಗವಹಿಸಬೇಕು. ಸಮಾರಂಭದ ಅಧ್ಯಕ್ಷತೆ ವಹಿಸಿದ್ದ ಪ್ರಾಚಾರ್ಯರು ಮಾತನಾಡಿ, ಸಮಾಜದಲ್ಲಿ ಅಧಿಕಾರಿಗಳು, ವೈದ್ಯರು, ಎಂಜಿನಿಯರ್‌ಗಳು ಆಗಲು ಹಳ್ಳಿಯ ವಿದ್ಯಾರ್ಥಿಗಳಿಗೆ ಅವಕಾಶಗಳಿವೆ. ಸಮಾನ ಅವಕಾಶಗಳನ್ನು ಸರಿಯಾಗಿ ಬಳಸಿಕೊಳ್ಳಬೇಕು ಎಂದರು. ಸಮಾರಂಭದಲ್ಲಿ ಎಸ್.ಪಿ.ಪಾಟೀಲ, ಶಿಕ್ಷಕರು, ವಿದ್ಯಾರ್ಥಿಗಳು ಉಪಸ್ಥಿತರಿದ್ದರು.: [649, 2050, 928, 2151]
rail-body: ಪಾಂಡವ ನ್ಯೂಸ್, ವಿಜಯನಗರ: ಬಳ್ಳಾರಿ ಮತ್ತು ಕಂಟೋನ್ಮೆಂಟ್ ರೈಲು ನಿಲ್ದಾಣಗಳ ಮಧ್ಯದ ರೈಲು ಹಳಿ ಮೇಲೆ ಸುಮಾರು 30 ವರ್ಷದ ಅಪರಿಚಿತ ವ್ಯಕ್ತಿಯ ಶವ ಪತ್ತೆಯಾಗಿದ್ದು, ಬಳ್ಳಾರಿ ರೈಲ್ವೆ ಪೊಲೀಸ್ ಠಾಣೆಯಲ್ಲಿ ಪ್ರಕರಣ ದಾಖಲಾಗಿದೆ. ಮೃತನ ಚಹರೆ: 5.6 ಅಡಿ ಎತ್ತರ, ಕೋಲು ಮುಖ, ಗೋಧಿ ಮೈಬಣ್ಣ ಹೊಂದಿದ್ದಾನೆ. ವಾರಸುದಾರರು ಯಾರಾದರೂ ಇದ್ದಲ್ಲಿ ದೂ.08392-276063 ಅಥವಾ ಇ-ಮೇಲ್ bellaryrly@ksp.gov.in ಅಥವಾ ರೈಲ್ವೆ ಪೊಲೀಸ್ ಕಂಟ್ರೋಲ್ ರೂಂ 080-22871291 ಇ-ಮೇಲ್ dcrly@ksp.gov.in ಗೆ ಸಂಪರ್ಕಿಸಬಹುದು ಎಂದು ತಿಳಿಸಿದ್ದಾರೆ.: [1137, 1092, 1502, 1192]
divider: [1129, 86, 1130, 1459]
lead-col-3: ಈ ಸಂದರ್ಭದಲ್ಲಿ ಜಿಲ್ಲಾಧಿಕಾರಿ ಸಿ.ಎನ್. ಶ್ರೀಧರ, ಜಿಲ್ಲಾ ಪಂಚಾಯತ್ ಮುಖ್ಯ ಕಾರ್ಯನಿರ್ವಾಹಕ ಅಧಿಕಾರಿ ಭರತ್ ಎಸ್., ಜಿಲ್ಲಾ ಪೊಲೀಸ್ ವರಿಷ್ಠಾಧಿಕಾರಿ ಬಿ.ಎಸ್. ನೇಮಗೌಡ, ಉಪ ವಿಭಾಗಾಧಿಕಾರಿ ಗಂಗಪ್ಪ ಎಂ, ತಹಶೀಲ್ದಾರ ಶ್ರೀಶೈಲ ತಳವಾರ ಸೇರಿದಂತೆ ಜಿಲ್ಲಾ ಮಟ್ಟದ ವಿವಿಧ ಇಲಾಖೆಗಳ ಅಧಿಕಾರಿಗಳು, ಸಿಬ್ಬಂದಿಗಳು ಹಾಗೂ ಸಿದ್ದು ಪಾಟೀಲ, ರಾಜುಗೌಡ ಕೆಂಚನಗೌಡ್ರ ಇತರರು ಉಪಸ್ಥಿತರಿದ್ದರು.: [583, 409, 844, 509]
